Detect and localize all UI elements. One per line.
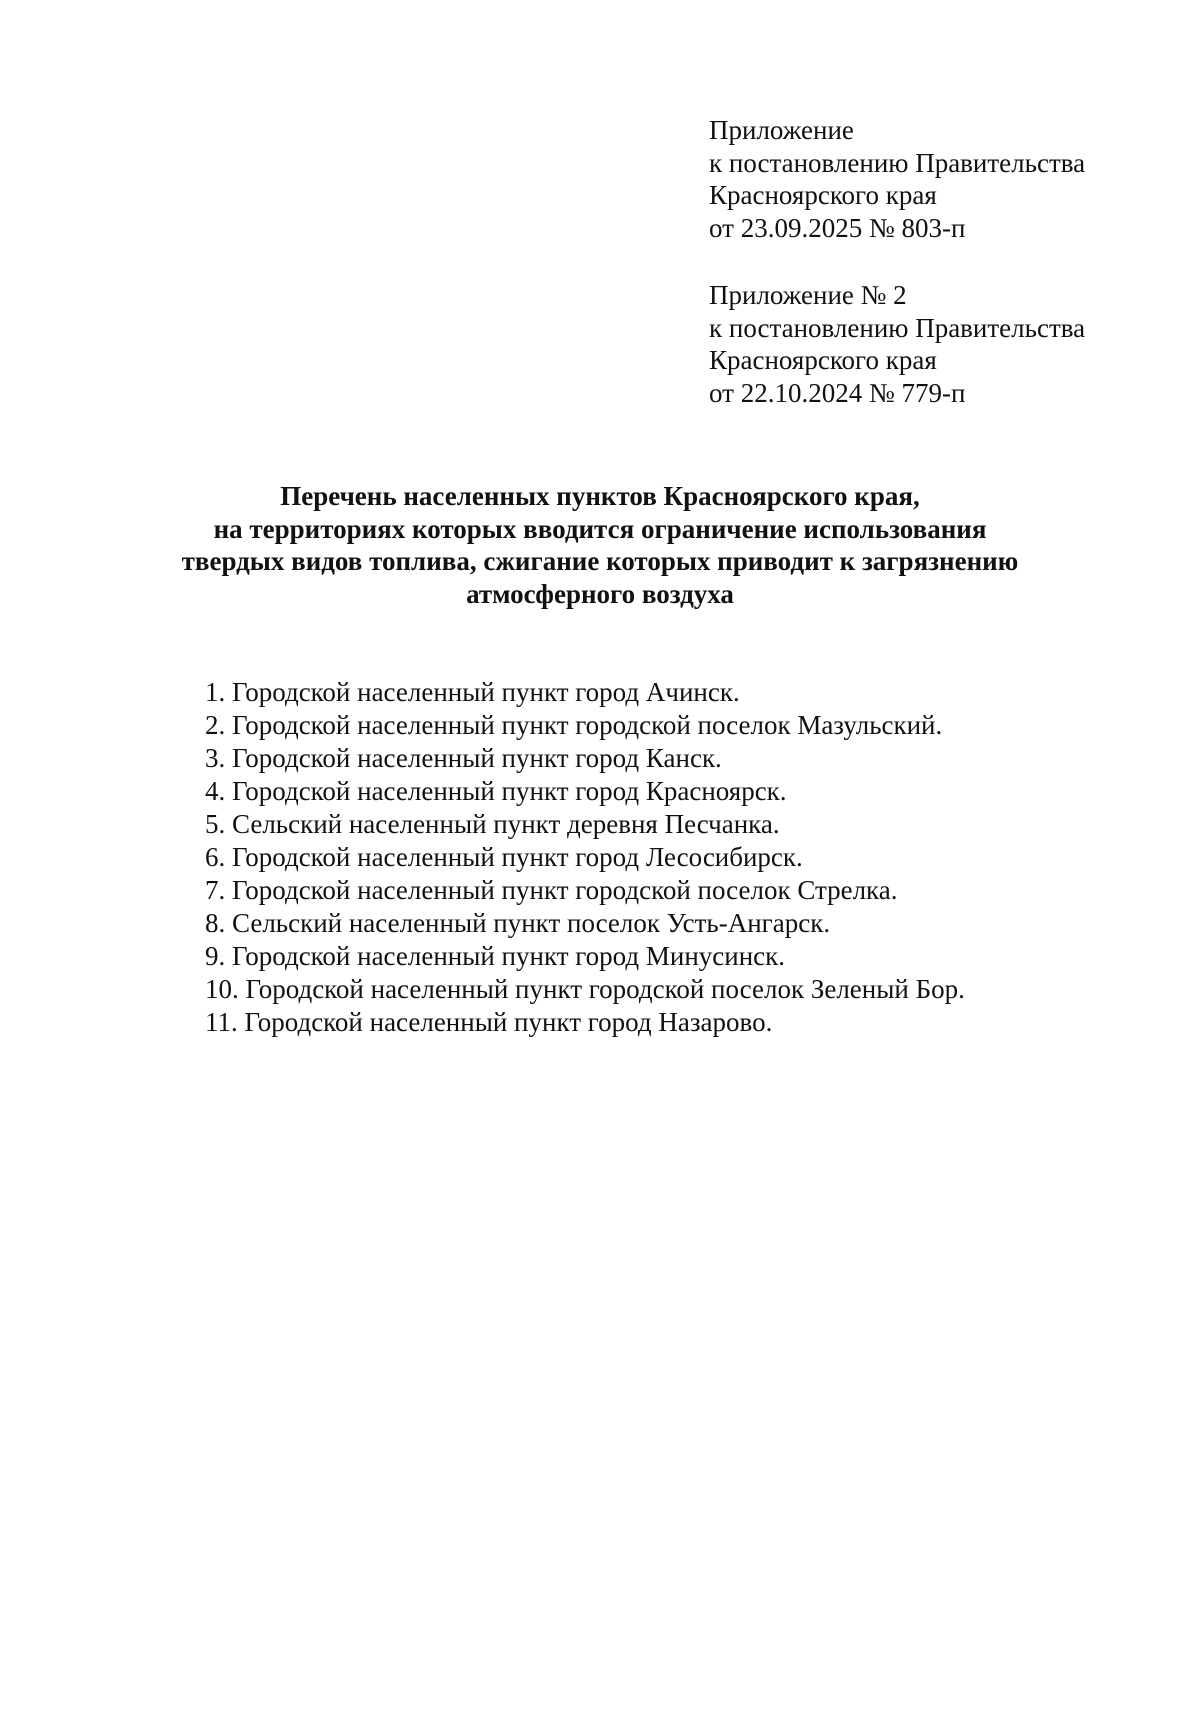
approval-line: к постановлению Правительства — [709, 312, 1086, 343]
list-item: 5. Сельский населенный пункт деревня Песчанка. — [205, 809, 780, 839]
title-line: Перечень населенных пунктов Красноярского края, — [280, 481, 920, 511]
list-item: 6. Городской населенный пункт город Лесосибирск. — [205, 842, 803, 872]
list-item: 4. Городской населенный пункт город Красноярск. — [205, 776, 787, 806]
list-item: 9. Городской населенный пункт город Минусинск. — [205, 941, 786, 971]
approval-line: от 22.10.2024 № 779-п — [709, 377, 966, 408]
approval-line: Красноярского края — [709, 345, 937, 375]
approval-block-original — [709, 279, 1169, 409]
document-title — [100, 480, 1100, 610]
approval-block-current — [709, 114, 1169, 244]
list-item: 7. Городской населенный пункт городской поселок Стрелка. — [205, 875, 898, 905]
approval-line: Красноярского края — [709, 180, 937, 210]
title-line: атмосферного воздуха — [466, 578, 734, 609]
approval-line: Приложение — [709, 115, 854, 145]
list-item: 10. Городской населенный пункт городской поселок Зеленый Бор. — [205, 974, 965, 1004]
approval-line: к постановлению Правительства — [709, 147, 1086, 178]
list-item: 3. Городской населенный пункт город Канск. — [205, 743, 722, 773]
list-item: 2. Городской населенный пункт городской поселок Мазульский. — [205, 710, 943, 740]
approval-line: Приложение № 2 — [709, 280, 907, 310]
list-item: 1. Городской населенный пункт город Ачинск. — [205, 677, 740, 707]
list-item: 8. Сельский населенный пункт поселок Усть-Ангарск. — [205, 908, 831, 938]
title-line: на территориях которых вводится ограничение использования — [213, 513, 987, 544]
title-line: твердых видов топлива, сжигание которых приводит к загрязнению — [181, 546, 1019, 576]
approval-line: от 23.09.2025 № 803-п — [709, 212, 966, 243]
list-item: 11. Городской населенный пункт город Назарово. — [205, 1007, 773, 1037]
settlements-list — [205, 676, 1105, 1039]
